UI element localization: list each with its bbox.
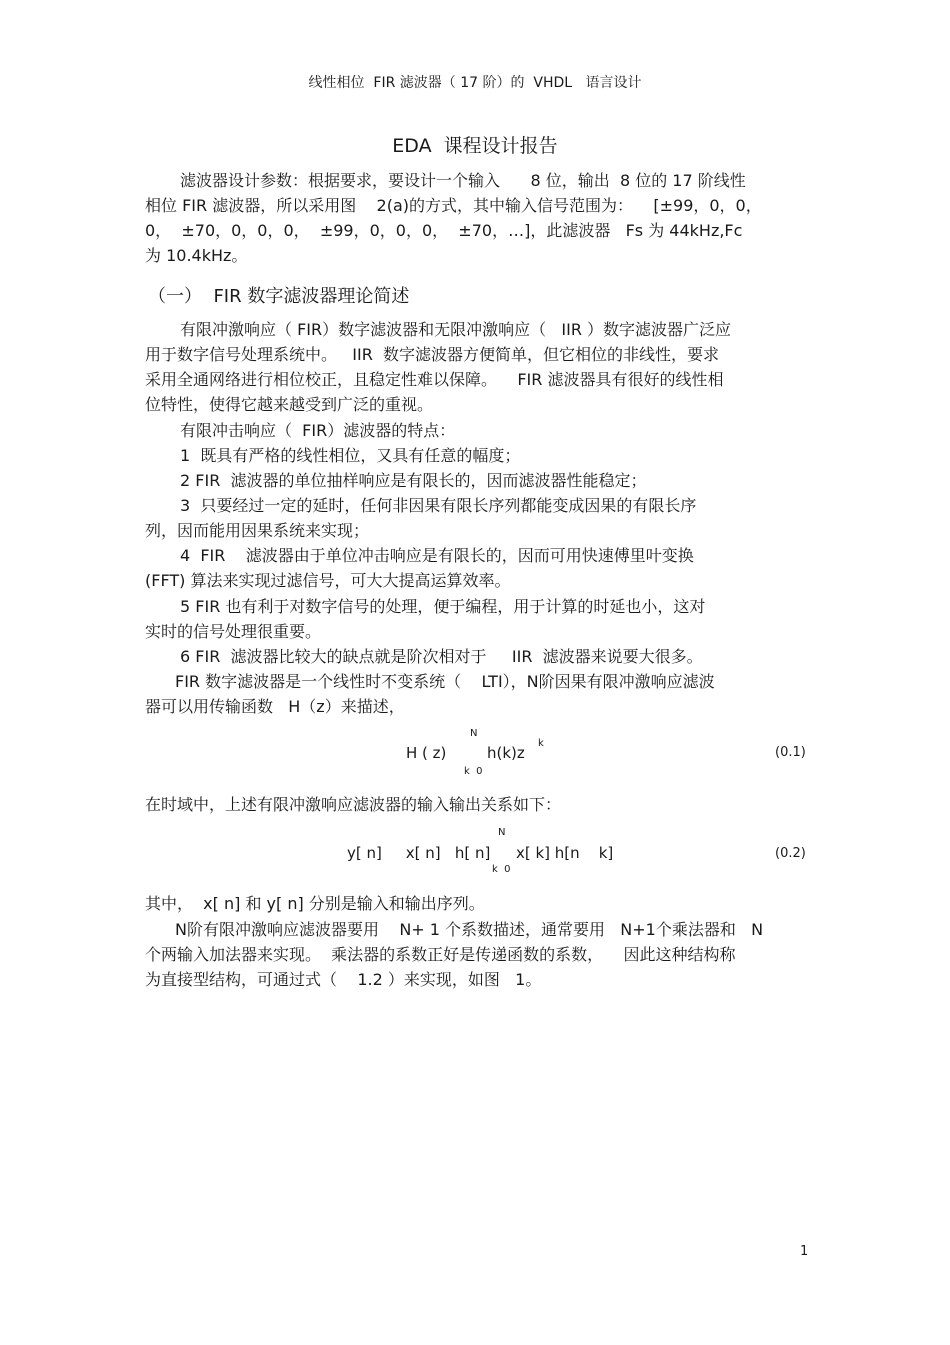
page-number: 1 [800,1244,809,1259]
theory-line-2: 用于数字信号处理系统中。 IIR 数字滤波器方便简单，但它相位的非线性，要求 [145,345,719,364]
intro-line-2: 相位 FIR 滤波器，所以采用图 2(a)的方式，其中输入信号范围为： [±99，0，0， [145,196,762,215]
eq2-sum-upper: N [498,827,506,838]
theory-line-1: 有限冲激响应（ FIR）数字滤波器和无限冲激响应（ IIR ）数字滤波器广泛应 [180,320,732,339]
eq2-number: (0.2) [775,846,806,861]
theory-line-4: 位特性，使得它越来越受到广泛的重视。 [145,395,434,414]
eq1-term: h(k)z [487,744,525,762]
feature-6: 6 FIR 滤波器比较大的缺点就是阶次相对于 IIR 滤波器来说要大很多。 [180,647,703,666]
running-header: 线性相位 FIR 滤波器（ 17 阶）的 VHDL 语言设计 [308,75,642,91]
features-heading: 有限冲击响应（ FIR）滤波器的特点： [180,421,456,440]
feature-3: 3 只要经过一定的延时，任何非因果有限长序列都能变成因果的有限长序 [180,496,697,515]
time-domain-line: 在时域中，上述有限冲激响应滤波器的输入输出关系如下： [145,795,562,814]
feature-5: 5 FIR 也有利于对数字信号的处理，便于编程，用于计算的时延也小，这对 [180,597,706,616]
eq1-sum-upper: N [470,728,478,739]
lti-line-2: 器可以用传输函数 H（z）来描述， [145,697,405,716]
eq2-sum-lower: k 0 [492,864,511,875]
eq2-lhs: y[ n] x[ n] h[ n] [347,844,491,862]
feature-3-cont: 列，因而能用因果系统来实现； [145,521,370,540]
where-line: 其中， x[ n] 和 y[ n] 分别是输入和输出序列。 [145,894,485,913]
eq1-sum-lower: k 0 [464,766,483,777]
intro-line-4: 为 10.4kHz。 [145,246,248,265]
structure-line-3: 为直接型结构，可通过式（ 1.2 ）来实现，如图 1。 [145,970,542,989]
structure-line-2: 个两输入加法器来实现。 乘法器的系数正好是传递函数的系数， 因此这种结构称 [145,945,736,964]
intro-line-3: 0， ±70，0，0，0， ±99，0，0，0， ±70，…]，此滤波器 Fs 为 44kHz,Fc [145,221,743,240]
feature-5-cont: 实时的信号处理很重要。 [145,622,322,641]
feature-4-cont: (FFT) 算法来实现过滤信号，可大大提高运算效率。 [145,571,511,590]
structure-line-1: N阶有限冲激响应滤波器要用 N+ 1 个系数描述，通常要用 N+1个乘法器和 N [175,920,764,939]
eq1-lhs: H ( z) [406,744,447,762]
feature-1: 1 既具有严格的线性相位，又具有任意的幅度； [180,446,521,465]
theory-line-3: 采用全通网络进行相位校正，且稳定性难以保障。 FIR 滤波器具有很好的线性相 [145,370,724,389]
eq1-superscript: k [538,738,544,749]
feature-4: 4 FIR 滤波器由于单位冲击响应是有限长的，因而可用快速傅里叶变换 [180,546,694,565]
section-heading: （一） FIR 数字滤波器理论简述 [148,286,410,307]
lti-line-1: FIR 数字滤波器是一个线性时不变系统（ LTI），N阶因果有限冲激响应滤波 [175,672,715,691]
eq1-number: (0.1) [775,745,806,760]
intro-line-1: 滤波器设计参数：根据要求，要设计一个输入 8 位，输出 8 位的 17 阶线性 [180,171,746,190]
report-title: EDA 课程设计报告 [392,135,558,157]
feature-2: 2 FIR 滤波器的单位抽样响应是有限长的，因而滤波器性能稳定； [180,471,647,490]
eq2-term: x[ k] h[n k] [516,844,614,862]
